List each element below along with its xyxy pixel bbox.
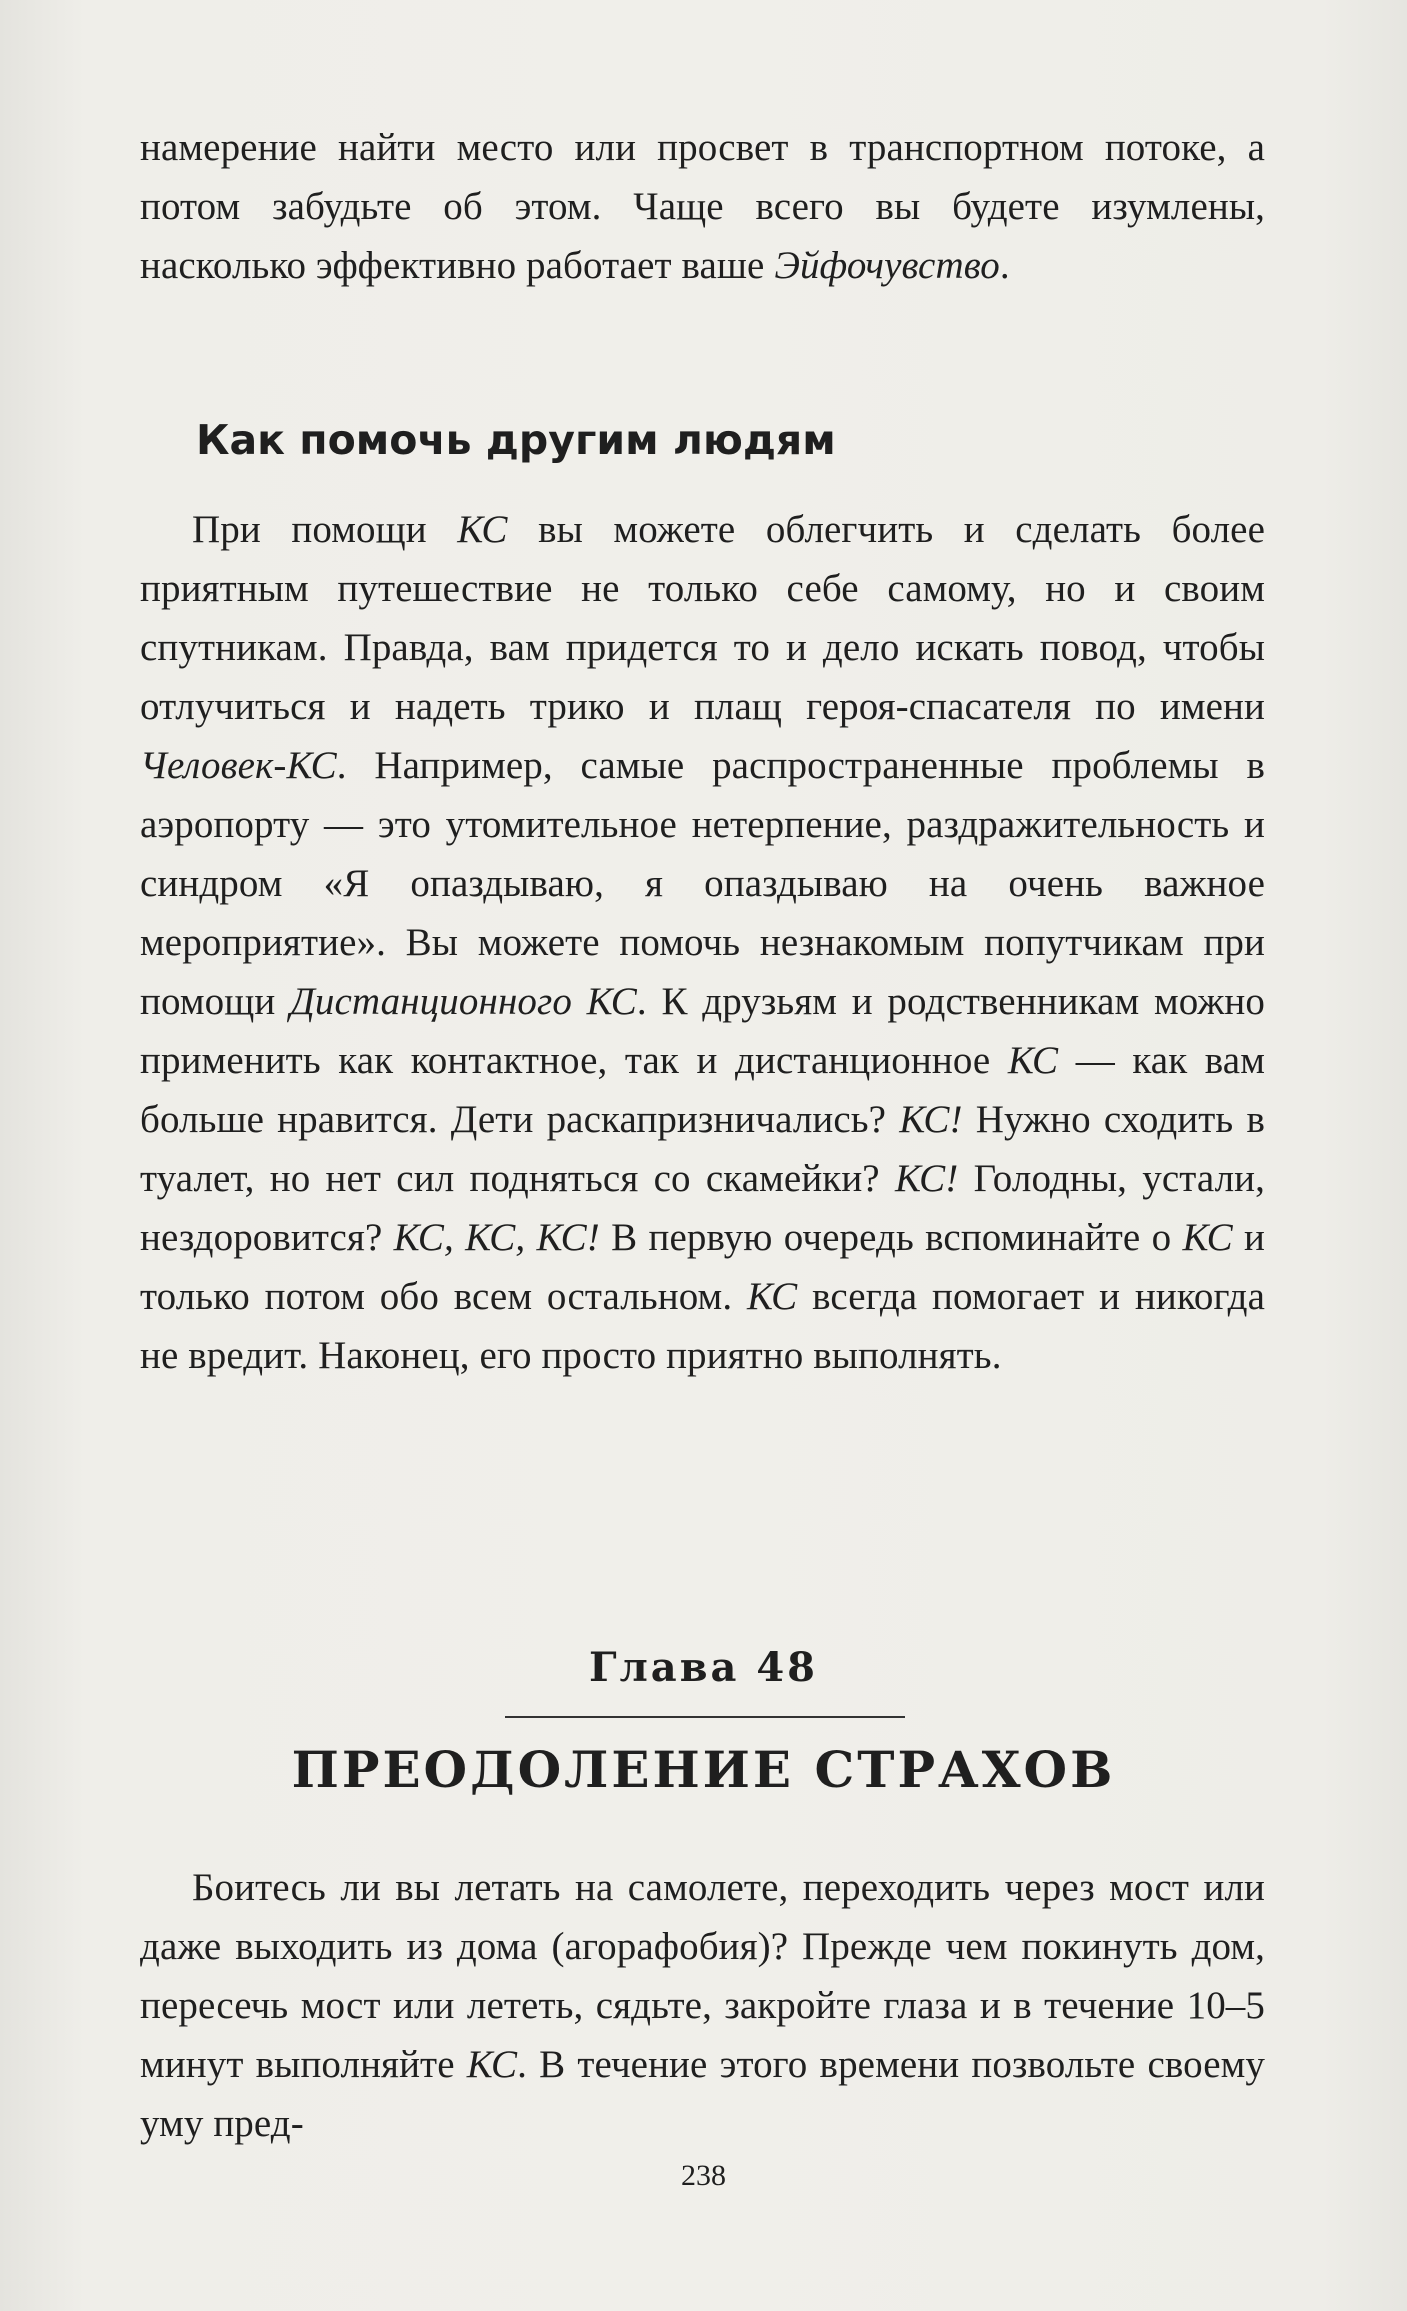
paragraph-text: Голодны, устали, нездоровится? bbox=[140, 1157, 1265, 1259]
chapter-title: ПРЕОДОЛЕНИЕ СТРАХОВ bbox=[291, 1740, 1116, 1799]
italic-term: Дистанционного КС bbox=[290, 980, 637, 1023]
paragraph-text: . В течение этого времени позвольте своему уму пред- bbox=[140, 2043, 1265, 2145]
paragraph-text: Боитесь ли вы летать на самолете, переходить через мост или даже выходить из дома (агорафобия)? Прежде чем покинуть дом, пересечь мост или лететь, сядьте, закройте глаза и в течение 10–5 минут выполняйте bbox=[140, 1866, 1265, 2086]
section-heading: Как помочь другим людям bbox=[196, 416, 836, 464]
italic-term: КС bbox=[1007, 1039, 1059, 1082]
italic-term: Человек-КС bbox=[140, 744, 337, 787]
paragraph-text: намерение найти место или просвет в транспортном потоке, а потом забудьте об этом. Чаще всего вы будете изумлены, насколько эффективно работает ваше bbox=[140, 126, 1265, 287]
italic-term: КС, КС, КС! bbox=[393, 1216, 600, 1259]
chapter-divider bbox=[505, 1716, 905, 1718]
paragraph-text: вы можете облегчить и сделать более приятным путешествие не только себе самому, но и своим спутникам. Правда, вам придется то и дело искать повод, чтобы отлучиться и надеть трико и плащ героя-спасателя по имени bbox=[140, 508, 1265, 728]
paragraph-text: и только потом обо всем остальном. bbox=[140, 1216, 1265, 1318]
paragraph-text: — как вам больше нравится. Дети раскапризничались? bbox=[140, 1039, 1266, 1141]
paragraph-text: Нужно сходить в туалет, но нет сил подняться со скамейки? bbox=[140, 1098, 1265, 1200]
paragraph-text: При помощи bbox=[192, 508, 458, 551]
italic-term: КС bbox=[1182, 1216, 1233, 1259]
page-number: 238 bbox=[681, 2159, 726, 2192]
paragraph-text: . Например, самые распространенные проблемы в аэропорту — это утомительное нетерпение, раздражительность и синдром «Я опаздываю, я опаздываю на очень важное мероприятие». Вы можете помочь незнакомым попутчикам при помощи bbox=[140, 744, 1265, 1023]
paragraph-text: . bbox=[999, 244, 1010, 287]
italic-term: Эйфочувство bbox=[774, 244, 1000, 287]
paragraph-text: В первую очередь вспоминайте о bbox=[599, 1216, 1183, 1259]
paragraph-text: . К друзьям и родственникам можно применить как контактное, так и дистанционное bbox=[140, 980, 1265, 1082]
italic-term: КС bbox=[457, 508, 508, 551]
chapter-paragraph bbox=[140, 1858, 1265, 2153]
continued-paragraph bbox=[140, 118, 1265, 295]
chapter-label: Глава 48 bbox=[588, 1644, 819, 1691]
italic-term: КС! bbox=[899, 1098, 963, 1141]
italic-term: КС bbox=[747, 1275, 798, 1318]
italic-term: КС! bbox=[894, 1157, 959, 1200]
paragraph-text: всегда помогает и никогда не вредит. Наконец, его просто приятно выполнять. bbox=[140, 1275, 1266, 1377]
section-paragraph bbox=[140, 500, 1265, 1385]
italic-term: КС bbox=[466, 2043, 518, 2086]
